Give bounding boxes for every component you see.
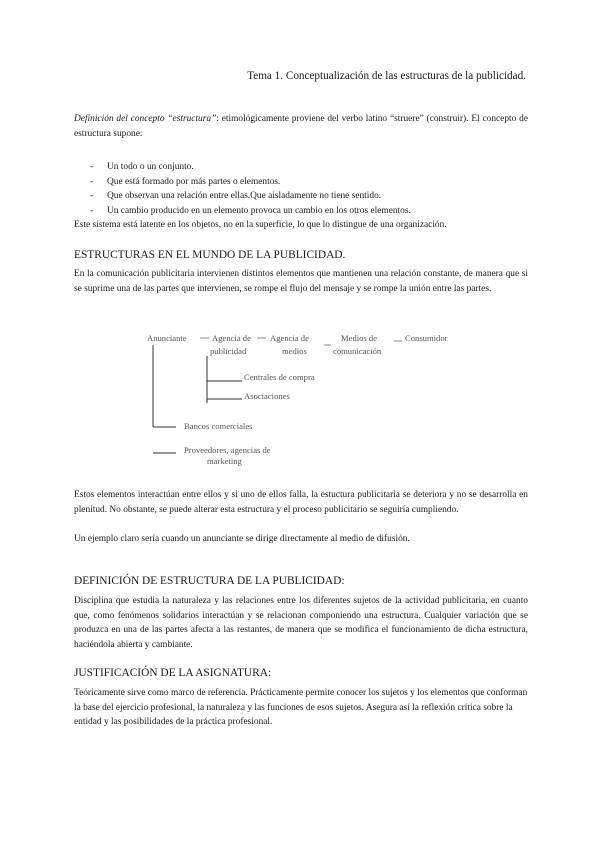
- definition-closing: Este sistema está latente en los objetos, no en la superficie, lo que lo distingue de una organización.: [74, 220, 447, 231]
- diagram-node-agencia-medios: Agencia de: [270, 333, 309, 343]
- section-heading: JUSTIFICACIÓN DE LA ASIGNATURA:: [74, 667, 272, 679]
- section2-paragraph: Disciplina que estudia la naturaleza y las relaciones entre los diferentes sujetos de la actividad publicitaria, en cuanto que, como fenómenos solidarios interactúan y se relacionan componiendo una estructura. Cualquier variación que se produzca en una de las partes afecta a las restantes, de manera que se modifica el funcionamiento de dicha estructura, haciéndola abierta y cambiante.: [74, 596, 528, 650]
- publicity-structure-diagram: [140, 326, 470, 471]
- diagram-node-agencia-medios-sub: medios: [282, 346, 307, 356]
- diagram-node-proveedores-sub: marketing: [207, 456, 242, 466]
- list-item: - Que está formado por más partes o elementos.: [74, 175, 528, 190]
- list-item: - Que observan una relación entre ellas.Que aisladamente no tiene sentido.: [74, 189, 528, 204]
- definition-list: [74, 160, 528, 233]
- diagram-node-agencia-publicidad: Agencia de: [212, 333, 251, 343]
- example-paragraph: Un ejemplo claro sería cuando un anunciante se dirige directamente al medio de difusión.: [74, 534, 410, 544]
- list-item: - Un cambio producido en un elemento provoca un cambio en los otros elementos.: [74, 204, 528, 219]
- list-item: - Un todo o un conjunto.: [74, 160, 528, 175]
- definition-term: Definición del concepto “estructura”: [74, 114, 217, 124]
- diagram-node-medios: Medios de: [341, 333, 378, 343]
- diagram-node-asociaciones: Asociaciones: [244, 391, 290, 401]
- definition-paragraph: [74, 112, 528, 141]
- definition-text: : etimológicamente proviene del verbo latino “struere” (construir). El concepto de estructura supone:: [74, 114, 528, 139]
- diagram-node-consumidor: Consumidor: [405, 333, 448, 343]
- page-title: Tema 1. Conceptualización de las estructuras de la publicidad.: [247, 70, 526, 82]
- section1-paragraph: En la comunicación publicitaria intervienen distintos elementos que mantienen una relación constante, de manera que si se suprime una de las partes que intervienen, se rompe el flujo del mensaje y se rompe la unión entre las partes.: [74, 269, 528, 294]
- diagram-node-centrales: Centrales de compra: [244, 372, 315, 382]
- diagram-node-agencia-publicidad-sub: publicidad: [210, 346, 247, 356]
- diagram-node-proveedores: Proveedores, agencias de: [184, 445, 271, 455]
- diagram-node-bancos: Bancos comerciales: [184, 421, 253, 431]
- section-heading: DEFINICIÓN DE ESTRUCTURA DE LA PUBLICIDAD:: [74, 575, 345, 587]
- section3-paragraph: Teóricamente sirve como marco de referencia. Prácticamente permite conocer los sujetos y los elementos que conforman la base del ejercicio profesional, la naturaleza y las funciones de esos sujetos. Asegura así la reflexión crítica sobre la entidad y las posibilidades de la práctica profesional.: [74, 688, 528, 728]
- diagram-node-medios-sub: comunicación: [333, 346, 382, 356]
- section-heading: ESTRUCTURAS EN EL MUNDO DE LA PUBLICIDAD.: [74, 249, 346, 261]
- diagram-node-anunciante: Anunciante: [147, 333, 187, 343]
- after-diagram-paragraph: Estos elementos interactúan entre ellos y si uno de ellos falla, la estuctura publicitaria se deteriora y no se desarrolla en plenitud. No obstante, se puede alterar esta estructura y el proceso publicitario se seguiría cumpliendo.: [74, 490, 528, 515]
